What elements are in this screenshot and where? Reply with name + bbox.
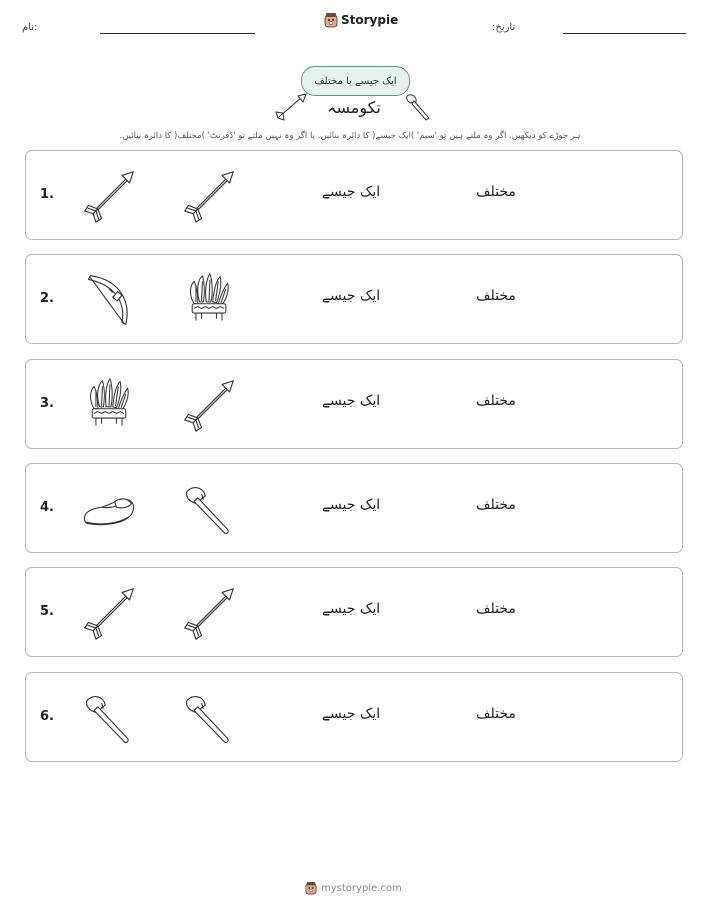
moccasin-icon: [81, 481, 137, 537]
bow-icon: [81, 272, 137, 328]
worksheet-type-pill: ایک جیسے یا مختلف: [301, 66, 410, 96]
different-option[interactable]: مختلف: [476, 601, 516, 617]
same-option[interactable]: ایک جیسے: [321, 497, 381, 513]
headdress-icon: [181, 272, 237, 328]
row-number: 6.: [40, 709, 54, 724]
pair-row: [25, 254, 683, 344]
date-line[interactable]: [563, 33, 686, 34]
arrow-icon: [81, 168, 137, 224]
brand-name: Storypie: [341, 13, 399, 27]
worksheet-title: تکومسہ: [327, 98, 381, 117]
row-number: 3.: [40, 396, 54, 411]
axe-icon: [181, 481, 237, 537]
pair-row: [25, 672, 683, 762]
axe-icon: [181, 690, 237, 746]
instructions: ہر جوڑے کو دیکھیں. اگر وہ ملتے ہیں تو 'سیم' )ایک جیسے( کا دائرہ بنائیں. یا اگر وہ نہیں ملتے تو 'ڈفرنٹ' )مختلف( کا دائرہ بنائیں.: [119, 131, 581, 141]
same-option[interactable]: ایک جیسے: [321, 601, 381, 617]
different-option[interactable]: مختلف: [476, 497, 516, 513]
row-number: 4.: [40, 500, 54, 515]
row-number: 1.: [40, 187, 54, 202]
same-option[interactable]: ایک جیسے: [321, 393, 381, 409]
arrow-icon: [274, 92, 308, 122]
pair-row: [25, 567, 683, 657]
arrow-icon: [181, 585, 237, 641]
same-option[interactable]: ایک جیسے: [321, 706, 381, 722]
different-option[interactable]: مختلف: [476, 393, 516, 409]
same-option[interactable]: ایک جیسے: [321, 184, 381, 200]
axe-icon: [81, 690, 137, 746]
date-label: تاریخ:: [492, 22, 516, 33]
row-number: 5.: [40, 604, 54, 619]
different-option[interactable]: مختلف: [476, 184, 516, 200]
brand-logo: [324, 12, 398, 28]
footer: [305, 881, 402, 895]
pair-row: [25, 463, 683, 553]
row-number: 2.: [40, 291, 54, 306]
pair-row: [25, 150, 683, 240]
axe-icon: [403, 92, 433, 122]
different-option[interactable]: مختلف: [476, 706, 516, 722]
arrow-icon: [81, 585, 137, 641]
arrow-icon: [181, 168, 237, 224]
name-label: نام:: [22, 22, 38, 33]
arrow-icon: [181, 377, 237, 433]
bear-logo-icon: [305, 881, 317, 895]
same-option[interactable]: ایک جیسے: [321, 288, 381, 304]
headdress-icon: [81, 377, 137, 433]
pair-row: [25, 359, 683, 449]
different-option[interactable]: مختلف: [476, 288, 516, 304]
bear-logo-icon: [324, 12, 338, 28]
footer-url: mystorypie.com: [321, 882, 402, 894]
name-line[interactable]: [100, 33, 255, 34]
